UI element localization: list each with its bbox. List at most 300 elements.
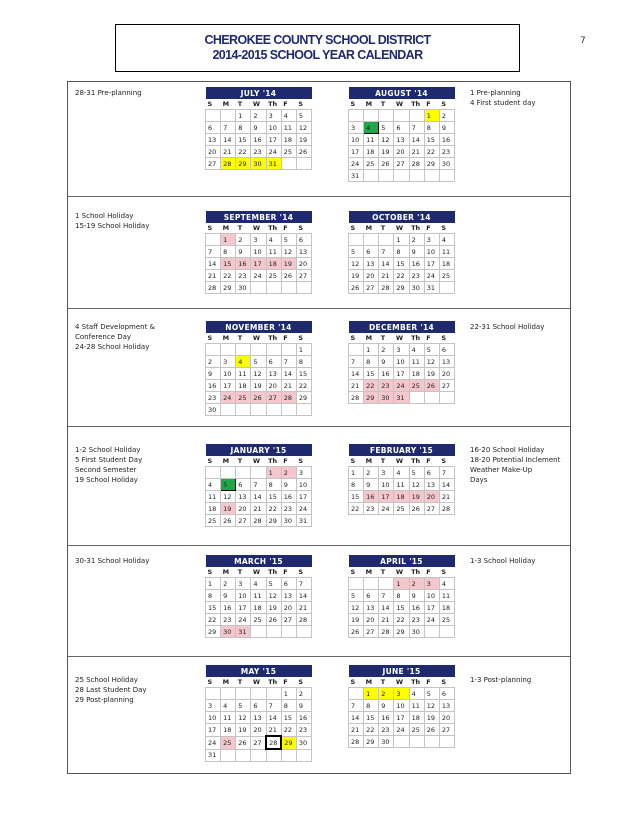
day-cell: 4: [206, 479, 221, 491]
weekday-label: Th: [266, 99, 281, 110]
day-cell: 15: [266, 491, 281, 503]
weekday-label: S: [206, 223, 221, 234]
empty-day-cell: [206, 344, 221, 356]
day-cell: 3: [206, 700, 221, 712]
day-cell: 19: [281, 258, 296, 270]
day-cell: 2: [296, 688, 311, 700]
day-cell: 1: [206, 578, 221, 590]
left-event-note: 24-28 School Holiday: [75, 343, 150, 351]
day-cell: 21: [266, 724, 281, 737]
day-cell: 18: [251, 602, 266, 614]
day-cell: 24: [251, 270, 266, 282]
day-cell: 27: [206, 158, 221, 170]
day-cell: 1: [364, 344, 379, 356]
weekday-label: M: [221, 333, 236, 344]
day-cell: 22: [394, 614, 409, 626]
day-cell: 26: [379, 158, 394, 170]
day-cell: 9: [364, 479, 379, 491]
day-cell: 23: [364, 503, 379, 515]
day-cell: 6: [236, 479, 251, 491]
weekday-label: M: [221, 677, 236, 688]
day-cell: 10: [221, 368, 236, 380]
day-cell: 4: [439, 578, 454, 590]
left-event-note: 4 Staff Development &: [75, 323, 156, 331]
day-cell: 13: [266, 368, 281, 380]
day-cell: 3: [349, 122, 364, 134]
empty-day-cell: [424, 626, 439, 638]
day-cell: 21: [296, 602, 311, 614]
day-cell: 11: [221, 712, 236, 724]
day-cell: 26: [281, 270, 296, 282]
day-cell: 11: [251, 590, 266, 602]
empty-day-cell: [221, 749, 236, 762]
day-cell: 12: [251, 368, 266, 380]
day-cell: 30: [236, 282, 251, 294]
day-cell: 7: [221, 122, 236, 134]
day-cell: 17: [206, 724, 221, 737]
month-name: NOVEMBER '14: [206, 321, 312, 333]
day-cell: 21: [251, 503, 266, 515]
day-cell: 25: [439, 270, 454, 282]
weekday-label: F: [424, 456, 439, 467]
day-cell: 7: [266, 700, 281, 712]
day-cell: 31: [349, 170, 364, 182]
empty-day-cell: [221, 110, 236, 122]
right-event-note: 22-31 School Holiday: [470, 323, 545, 331]
weekday-label: M: [221, 223, 236, 234]
day-cell: 9: [409, 590, 424, 602]
day-cell: 27: [364, 282, 379, 294]
weekday-label: S: [296, 567, 311, 578]
day-cell: 9: [236, 246, 251, 258]
left-event-note: 5 First Student Day: [75, 456, 143, 464]
day-cell: 20: [206, 146, 221, 158]
weekday-label: S: [349, 456, 364, 467]
day-cell: 21: [349, 380, 364, 392]
day-cell: 25: [394, 503, 409, 515]
weekday-label: Th: [409, 223, 424, 234]
weekday-label: S: [439, 99, 454, 110]
day-cell: 21: [206, 270, 221, 282]
day-cell: 23: [236, 270, 251, 282]
day-cell: 25: [439, 614, 454, 626]
month-name: JUNE '15: [349, 665, 455, 677]
day-cell: 20: [251, 724, 266, 737]
empty-day-cell: [296, 626, 311, 638]
weekday-label: W: [251, 99, 266, 110]
weekday-label: Th: [266, 677, 281, 688]
day-cell: 14: [266, 712, 281, 724]
day-cell: 5: [379, 122, 394, 134]
month-calendar: [205, 211, 312, 294]
empty-day-cell: [221, 467, 236, 479]
day-cell: 2: [409, 234, 424, 246]
weekday-label: M: [221, 567, 236, 578]
day-cell: 20: [296, 258, 311, 270]
day-cell: 31: [266, 158, 281, 170]
day-cell: 18: [394, 491, 409, 503]
month-name: JULY '14: [206, 87, 312, 99]
day-cell: 15: [394, 602, 409, 614]
weekday-label: M: [221, 99, 236, 110]
empty-day-cell: [394, 110, 409, 122]
calendar-title: 2014-2015 SCHOOL YEAR CALENDAR: [212, 48, 423, 62]
empty-day-cell: [266, 626, 281, 638]
day-cell: 12: [379, 134, 394, 146]
right-event-note: Days: [470, 476, 488, 484]
day-cell: 29: [206, 626, 221, 638]
day-cell: 5: [266, 578, 281, 590]
day-cell: 5: [296, 110, 311, 122]
day-cell: 12: [424, 700, 439, 712]
day-cell: 6: [394, 122, 409, 134]
weekday-label: F: [281, 456, 296, 467]
day-cell: 21: [409, 146, 424, 158]
weekday-label: M: [364, 456, 379, 467]
day-cell: 7: [349, 356, 364, 368]
day-cell: 10: [349, 134, 364, 146]
day-cell: 7: [349, 700, 364, 712]
day-cell: 23: [206, 392, 221, 404]
weekday-label: S: [296, 99, 311, 110]
day-cell: 24: [221, 392, 236, 404]
day-cell: 1: [236, 110, 251, 122]
day-cell: 16: [409, 602, 424, 614]
day-cell: 26: [349, 626, 364, 638]
empty-day-cell: [424, 736, 439, 748]
day-cell: 10: [251, 246, 266, 258]
empty-day-cell: [281, 282, 296, 294]
day-cell: 4: [409, 344, 424, 356]
weekday-label: S: [439, 456, 454, 467]
empty-day-cell: [379, 234, 394, 246]
section-divider: [68, 545, 570, 546]
empty-day-cell: [251, 467, 266, 479]
day-cell: 27: [439, 380, 454, 392]
day-cell: 2: [206, 356, 221, 368]
empty-day-cell: [236, 344, 251, 356]
day-cell: 22: [296, 380, 311, 392]
day-cell: 28: [349, 392, 364, 404]
empty-day-cell: [266, 344, 281, 356]
day-cell: 18: [266, 258, 281, 270]
day-cell: 10: [236, 590, 251, 602]
weekday-label: Th: [266, 567, 281, 578]
day-cell: 17: [251, 258, 266, 270]
weekday-label: W: [394, 567, 409, 578]
day-cell: 8: [236, 122, 251, 134]
day-cell: 29: [236, 158, 251, 170]
day-cell: 10: [424, 590, 439, 602]
left-event-note: 29 Post-planning: [75, 696, 134, 704]
weekday-label: S: [349, 677, 364, 688]
weekday-label: T: [236, 677, 251, 688]
day-cell: 15: [221, 258, 236, 270]
empty-day-cell: [266, 404, 281, 416]
day-cell: 12: [266, 590, 281, 602]
weekday-label: W: [394, 677, 409, 688]
weekday-label: S: [206, 99, 221, 110]
empty-day-cell: [296, 749, 311, 762]
day-cell: 13: [364, 258, 379, 270]
empty-day-cell: [236, 749, 251, 762]
day-cell: 12: [281, 246, 296, 258]
day-cell: 3: [266, 110, 281, 122]
day-cell: 8: [349, 479, 364, 491]
weekday-label: T: [236, 456, 251, 467]
day-cell: 11: [439, 246, 454, 258]
day-cell: 14: [206, 258, 221, 270]
day-cell: 13: [236, 491, 251, 503]
day-cell: 20: [439, 368, 454, 380]
weekday-label: S: [439, 333, 454, 344]
day-cell: 19: [221, 503, 236, 515]
day-cell: 13: [296, 246, 311, 258]
day-cell: 6: [364, 590, 379, 602]
day-cell: 17: [236, 602, 251, 614]
weekday-label: S: [206, 333, 221, 344]
left-event-note: 1-2 School Holiday: [75, 446, 141, 454]
day-cell: 2: [281, 467, 296, 479]
day-cell: 23: [281, 503, 296, 515]
day-cell: 23: [296, 724, 311, 737]
weekday-label: M: [221, 456, 236, 467]
weekday-label: W: [394, 99, 409, 110]
day-cell: 29: [266, 515, 281, 527]
day-cell: 30: [251, 158, 266, 170]
empty-day-cell: [409, 170, 424, 182]
day-cell: 4: [364, 122, 379, 134]
empty-day-cell: [266, 688, 281, 700]
day-cell: 10: [424, 246, 439, 258]
day-cell: 23: [379, 724, 394, 736]
day-cell: 7: [379, 590, 394, 602]
day-cell: 6: [281, 578, 296, 590]
day-cell: 4: [221, 700, 236, 712]
day-cell: 13: [281, 590, 296, 602]
day-cell: 29: [281, 736, 296, 749]
empty-day-cell: [206, 110, 221, 122]
empty-day-cell: [296, 158, 311, 170]
weekday-label: T: [379, 677, 394, 688]
empty-day-cell: [251, 688, 266, 700]
month-calendar: [348, 555, 455, 638]
day-cell: 21: [281, 380, 296, 392]
day-cell: 26: [251, 392, 266, 404]
empty-day-cell: [296, 282, 311, 294]
left-event-note: 15-19 School Holiday: [75, 222, 150, 230]
empty-day-cell: [394, 736, 409, 748]
left-event-note: 28 Last Student Day: [75, 686, 147, 694]
day-cell: 20: [236, 503, 251, 515]
day-cell: 19: [349, 270, 364, 282]
day-cell: 18: [206, 503, 221, 515]
day-cell: 4: [236, 356, 251, 368]
day-cell: 30: [281, 515, 296, 527]
day-cell: 18: [221, 724, 236, 737]
section-divider: [68, 656, 570, 657]
day-cell: 18: [281, 134, 296, 146]
weekday-label: M: [364, 99, 379, 110]
right-event-note: 4 First student day: [470, 99, 536, 107]
day-cell: 17: [394, 368, 409, 380]
weekday-label: S: [439, 223, 454, 234]
weekday-label: S: [296, 456, 311, 467]
day-cell: 24: [394, 724, 409, 736]
weekday-label: Th: [266, 223, 281, 234]
day-cell: 29: [394, 626, 409, 638]
weekday-label: T: [379, 223, 394, 234]
day-cell: 2: [379, 688, 394, 700]
weekday-label: S: [349, 223, 364, 234]
weekday-label: W: [251, 677, 266, 688]
day-cell: 1: [364, 688, 379, 700]
day-cell: 30: [439, 158, 454, 170]
month-name: FEBRUARY '15: [349, 444, 455, 456]
day-cell: 4: [266, 234, 281, 246]
empty-day-cell: [439, 736, 454, 748]
day-cell: 22: [364, 380, 379, 392]
day-cell: 9: [439, 122, 454, 134]
empty-day-cell: [251, 626, 266, 638]
empty-day-cell: [379, 578, 394, 590]
day-cell: 17: [424, 602, 439, 614]
weekday-label: W: [251, 456, 266, 467]
day-cell: 6: [364, 246, 379, 258]
day-cell: 1: [424, 110, 439, 122]
empty-day-cell: [221, 404, 236, 416]
day-cell: 26: [266, 614, 281, 626]
day-cell: 27: [394, 158, 409, 170]
day-cell: 6: [296, 234, 311, 246]
weekday-label: F: [281, 223, 296, 234]
month-calendar: [348, 211, 455, 294]
empty-day-cell: [379, 110, 394, 122]
day-cell: 25: [266, 270, 281, 282]
empty-day-cell: [364, 110, 379, 122]
empty-day-cell: [439, 626, 454, 638]
weekday-label: Th: [266, 333, 281, 344]
weekday-label: T: [236, 99, 251, 110]
empty-day-cell: [221, 344, 236, 356]
right-event-note: 1 Pre-planning: [470, 89, 521, 97]
day-cell: 16: [409, 258, 424, 270]
day-cell: 2: [236, 234, 251, 246]
day-cell: 20: [439, 712, 454, 724]
day-cell: 29: [364, 392, 379, 404]
day-cell: 7: [296, 578, 311, 590]
day-cell: 5: [251, 356, 266, 368]
weekday-label: W: [394, 456, 409, 467]
day-cell: 4: [409, 688, 424, 700]
empty-day-cell: [349, 578, 364, 590]
day-cell: 1: [394, 234, 409, 246]
day-cell: 17: [349, 146, 364, 158]
weekday-label: F: [424, 677, 439, 688]
day-cell: 7: [206, 246, 221, 258]
day-cell: 24: [424, 270, 439, 282]
day-cell: 22: [349, 503, 364, 515]
day-cell: 19: [409, 491, 424, 503]
day-cell: 8: [394, 246, 409, 258]
weekday-label: W: [394, 333, 409, 344]
day-cell: 15: [364, 368, 379, 380]
day-cell: 9: [296, 700, 311, 712]
weekday-label: F: [424, 99, 439, 110]
day-cell: 8: [424, 122, 439, 134]
empty-day-cell: [236, 467, 251, 479]
day-cell: 5: [409, 467, 424, 479]
empty-day-cell: [236, 404, 251, 416]
day-cell: 30: [221, 626, 236, 638]
day-cell: 13: [364, 602, 379, 614]
day-cell: 22: [206, 614, 221, 626]
day-cell: 18: [364, 146, 379, 158]
day-cell: 16: [296, 712, 311, 724]
day-cell: 11: [266, 246, 281, 258]
day-cell: 3: [379, 467, 394, 479]
day-cell: 21: [379, 614, 394, 626]
day-cell: 1: [394, 578, 409, 590]
empty-day-cell: [281, 158, 296, 170]
day-cell: 28: [409, 158, 424, 170]
day-cell: 8: [266, 479, 281, 491]
day-cell: 28: [349, 736, 364, 748]
month-calendar: [348, 665, 455, 748]
day-cell: 13: [251, 712, 266, 724]
weekday-label: M: [364, 223, 379, 234]
day-cell: 27: [424, 503, 439, 515]
day-cell: 14: [251, 491, 266, 503]
weekday-label: S: [439, 677, 454, 688]
weekday-label: W: [251, 223, 266, 234]
day-cell: 29: [424, 158, 439, 170]
day-cell: 26: [424, 380, 439, 392]
weekday-label: T: [379, 456, 394, 467]
day-cell: 1: [281, 688, 296, 700]
day-cell: 28: [379, 626, 394, 638]
day-cell: 11: [439, 590, 454, 602]
day-cell: 4: [251, 578, 266, 590]
day-cell: 30: [409, 626, 424, 638]
day-cell: 11: [394, 479, 409, 491]
day-cell: 14: [349, 368, 364, 380]
day-cell: 27: [281, 614, 296, 626]
day-cell: 22: [394, 270, 409, 282]
day-cell: 21: [379, 270, 394, 282]
day-cell: 14: [349, 712, 364, 724]
empty-day-cell: [206, 467, 221, 479]
day-cell: 20: [424, 491, 439, 503]
day-cell: 10: [206, 712, 221, 724]
day-cell: 18: [409, 368, 424, 380]
left-event-note: 28-31 Pre-planning: [75, 89, 142, 97]
day-cell: 25: [236, 392, 251, 404]
day-cell: 11: [206, 491, 221, 503]
day-cell: 11: [409, 356, 424, 368]
day-cell: 2: [364, 467, 379, 479]
weekday-label: S: [206, 567, 221, 578]
day-cell: 22: [221, 270, 236, 282]
day-cell: 23: [409, 270, 424, 282]
day-cell: 5: [349, 246, 364, 258]
empty-day-cell: [281, 344, 296, 356]
day-cell: 6: [251, 700, 266, 712]
day-cell: 25: [409, 724, 424, 736]
weekday-label: Th: [409, 567, 424, 578]
day-cell: 1: [266, 467, 281, 479]
day-cell: 28: [266, 736, 281, 749]
